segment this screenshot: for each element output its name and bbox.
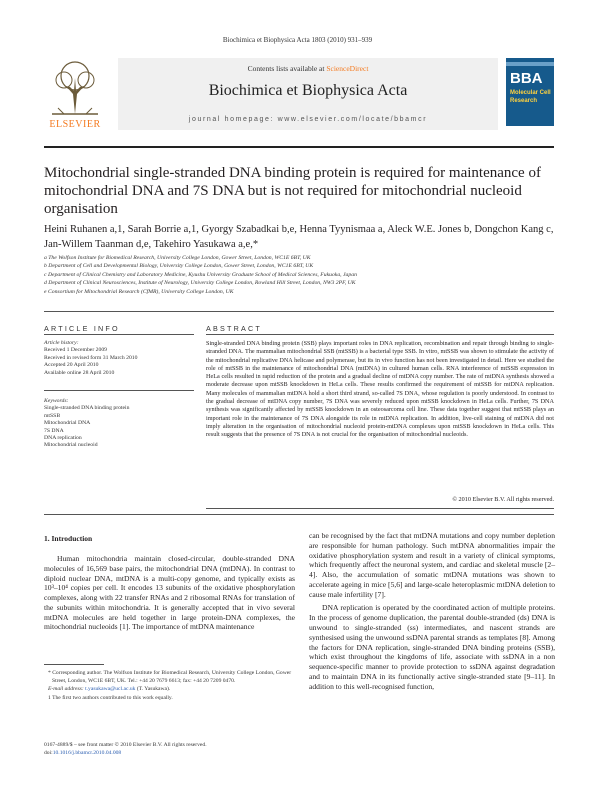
history-label: Article history:	[44, 340, 79, 346]
sciencedirect-link[interactable]: ScienceDirect	[326, 64, 369, 73]
history-online: Available online 28 April 2010	[44, 369, 115, 376]
article-info-label: ARTICLE INFO	[44, 324, 120, 333]
footnote-equal-contribution: 1 The first two authors contributed to this work equally.	[48, 694, 173, 701]
front-matter-rule	[44, 514, 554, 515]
history-accepted: Accepted 20 April 2010	[44, 362, 99, 369]
footnotes	[44, 670, 295, 703]
history-rule	[44, 390, 194, 391]
keyword-item: Mitochondrial DNA	[44, 420, 91, 427]
keyword-list	[44, 398, 194, 450]
email-label: E-mail address:	[48, 686, 86, 693]
contents-available-line	[118, 64, 498, 73]
body-paragraph: Human mitochondria maintain closed-circular, double-stranded DNA molecules of 16,569 base pairs, the mitochondrial DNA (mtDNA). In contrast to diploid nuclear DNA, mtDNA is a multi-copy genome, and typically exists as 10³–10⁴ copies per cell. It encodes 13 subunits of the oxidative phosphorylation complexes, along with 22 transfer RNAs and 2 ribosomal RNAs for translation of the subunits within mitochondria. It is generally accepted that in vivo several mtDNA molecules are held together in large protein-DNA complexes, the mitochondrial nucleoids [1]. The importance of mtDNA maintenance	[44, 554, 295, 632]
abstract-label: ABSTRACT	[206, 324, 262, 333]
affiliation-c: c Department of Clinical Chemistry and Laboratory Medicine, Kyushu University Graduate School of Medical Sciences, Fukuoka, Japan	[44, 271, 357, 278]
history-revised: Received in revised form 31 March 2010	[44, 354, 138, 361]
publication-meta	[44, 742, 295, 757]
affiliation-e: e Consortium for Mitochondrial Research (CfMR), University College London, UK	[44, 288, 234, 295]
cover-band	[506, 62, 554, 66]
keyword-item: Mitochondrial nucleoid	[44, 442, 98, 449]
section-heading-introduction: 1. Introduction	[44, 534, 93, 543]
issn-line: 0167-4889/$ – see front matter © 2010 Elsevier B.V. All rights reserved.	[44, 742, 207, 748]
affiliation-d: d Department of Clinical Neurosciences, Institute of Neurology, University College London, Rowland Hill Street, London, NW3 2PF, UK	[44, 280, 356, 287]
keywords-label: Keywords:	[44, 398, 69, 404]
abstract-end-rule	[206, 508, 554, 509]
journal-cover-thumbnail	[506, 58, 554, 126]
cover-title: BBA	[510, 70, 543, 87]
elsevier-wordmark: ELSEVIER	[49, 119, 101, 130]
header-rule	[44, 146, 554, 148]
body-column-right	[309, 531, 555, 696]
cover-subtitle-line-1: Molecular Cell	[510, 90, 551, 96]
doi-label: doi:	[44, 749, 53, 756]
footnote-corresponding: * Corresponding author. The Wolfson Institute for Biomedical Research, University College London, Gower Street, London, WC1E 6BT, UK. Tel.: +44 20 7679 6613; fax: +44 20 7209 0470.	[48, 670, 292, 684]
doi-line	[44, 750, 295, 758]
affiliation-list	[44, 254, 554, 296]
article-history	[44, 340, 194, 377]
keyword-item: mtSSB	[44, 412, 61, 419]
body-paragraph: DNA replication is operated by the coordinated action of multiple proteins. In the process of genome duplication, the parental double-stranded (ds) DNA is unwound to single-stranded (ss) intermediates, and nascent strands are synthesised using the unwound ssDNA parental strands as templates [8]. Among the factors for DNA replication, single-stranded DNA binding proteins (SSB), which exist throughout the kingdoms of life, associate with ssDNA in a non sequence-specific manner to provide protection to ssDNA against degradation and to maintain DNA in its functionally active single-stranded state [9–11]. In addition to this well-recognised function,	[309, 603, 555, 691]
abstract-copyright: © 2010 Elsevier B.V. All rights reserved.	[452, 496, 554, 503]
journal-reference: Biochimica et Biophysica Acta 1803 (2010) 931–939	[222, 36, 373, 44]
keyword-item: 7S DNA	[44, 427, 64, 434]
keyword-item: DNA replication	[44, 435, 82, 442]
author-list: Heini Ruhanen a,1, Sarah Borrie a,1, Gyorgy Szabadkai b,e, Henna Tyynismaa a, Aleck W.E. Jones b, Dongchon Kang c, Jan-Willem Taanman d,e, Takehiro Yasukawa a,e,*	[44, 224, 554, 250]
affiliation-a: a The Wolfson Institute for Biomedical Research, University College London, Gower Street, London, WC1E 6BT, UK	[44, 255, 311, 261]
body-paragraph: can be recognised by the fact that mtDNA mutations and copy number depletion are responsible for human pathology. Such mtDNA abnormalities impair the oxidative phosphorylation system and result in a variety of clinical symptoms, which frequently affect the neuronal system, and cardiac and skeletal muscle [2–4]. Also, the accumulation of somatic mtDNA mutations was shown to accelerate ageing in mice [5,6] and large-scale heteroplasmic mtDNA deletion to cause male infertility [7].	[309, 531, 555, 599]
journal-homepage-link[interactable]: journal homepage: www.elsevier.com/locate/bbamcr	[188, 116, 428, 123]
email-link[interactable]: t.yasukawa@ucl.ac.uk	[85, 686, 136, 693]
email-suffix: (T. Yasukawa).	[135, 686, 171, 693]
keyword-item: Single-stranded DNA binding protein	[44, 405, 130, 412]
affiliation-rule	[44, 311, 554, 312]
abstract-rule	[206, 334, 554, 335]
cover-subtitle-line-2: Research	[510, 98, 538, 104]
doi-link[interactable]: 10.1016/j.bbamcr.2010.04.008	[52, 749, 122, 756]
masthead-center-panel	[118, 58, 498, 130]
article-title: Mitochondrial single-stranded DNA binding protein is required for maintenance of mitochondrial DNA and 7S DNA but is not required for mitochondrial nucleoid organisation	[44, 165, 541, 217]
history-received: Received 1 December 2009	[44, 347, 108, 354]
contents-prefix: Contents lists available at	[247, 64, 327, 73]
journal-title: Biochimica et Biophysica Acta	[208, 82, 408, 99]
footnote-rule	[44, 664, 104, 665]
footnote-email	[44, 686, 295, 694]
article-info-rule	[44, 334, 194, 335]
abstract-text: Single-stranded DNA binding protein (SSB) plays important roles in DNA replication, recombination and repair through binding to single-stranded DNA. The mammalian mitochondrial SSB (mtSSB) is a bacterial type SSB. In vitro, mtSSB was shown to stimulate the activity of the mitochondrial replicative DNA helicase and polymerase, but its in vivo function has not been investigated in detail. Here we studied the role of mtSSB in the maintenance of mitochondrial DNA (mtDNA) in cultured human cells. RNA interference of mtSSB expression in HeLa cells resulted in rapid reduction of the protein and a gradual decline of mtDNA copy number. The rate of mtDNA synthesis showed a moderate decrease upon mtSSB knockdown in HeLa cells. These results confirmed the requirement of mtSSB for mtDNA replication. Many molecules of mammalian mtDNA hold a short third strand, so-called 7S DNA, whose regulation is poorly understood. In contrast to the gradual decrease of mtDNA copy number, 7S DNA was severely reduced upon mtSSB knockdown in HeLa cells. Further, 7S DNA synthesis was significantly affected by mtSSB knockdown in an osteosarcoma cell line. These data together suggest that mtSSB plays an important role in the maintenance of 7S DNA alongside its role in mtDNA replication. In addition, live-cell staining of mtDNA did not imply alteration in the organisation of mitochondrial nucleoid protein-mtDNA complexes upon mtSSB knockdown in HeLa cells. This result suggests that the presence of 7S DNA is not crucial for the organisation of mitochondrial nucleoids.	[206, 340, 554, 439]
body-column-left	[44, 554, 295, 636]
affiliation-b: b Department of Cell and Developmental Biology, University College London, Gower Street, London, WC1E 6BT, UK	[44, 263, 314, 270]
journal-masthead	[44, 58, 554, 138]
